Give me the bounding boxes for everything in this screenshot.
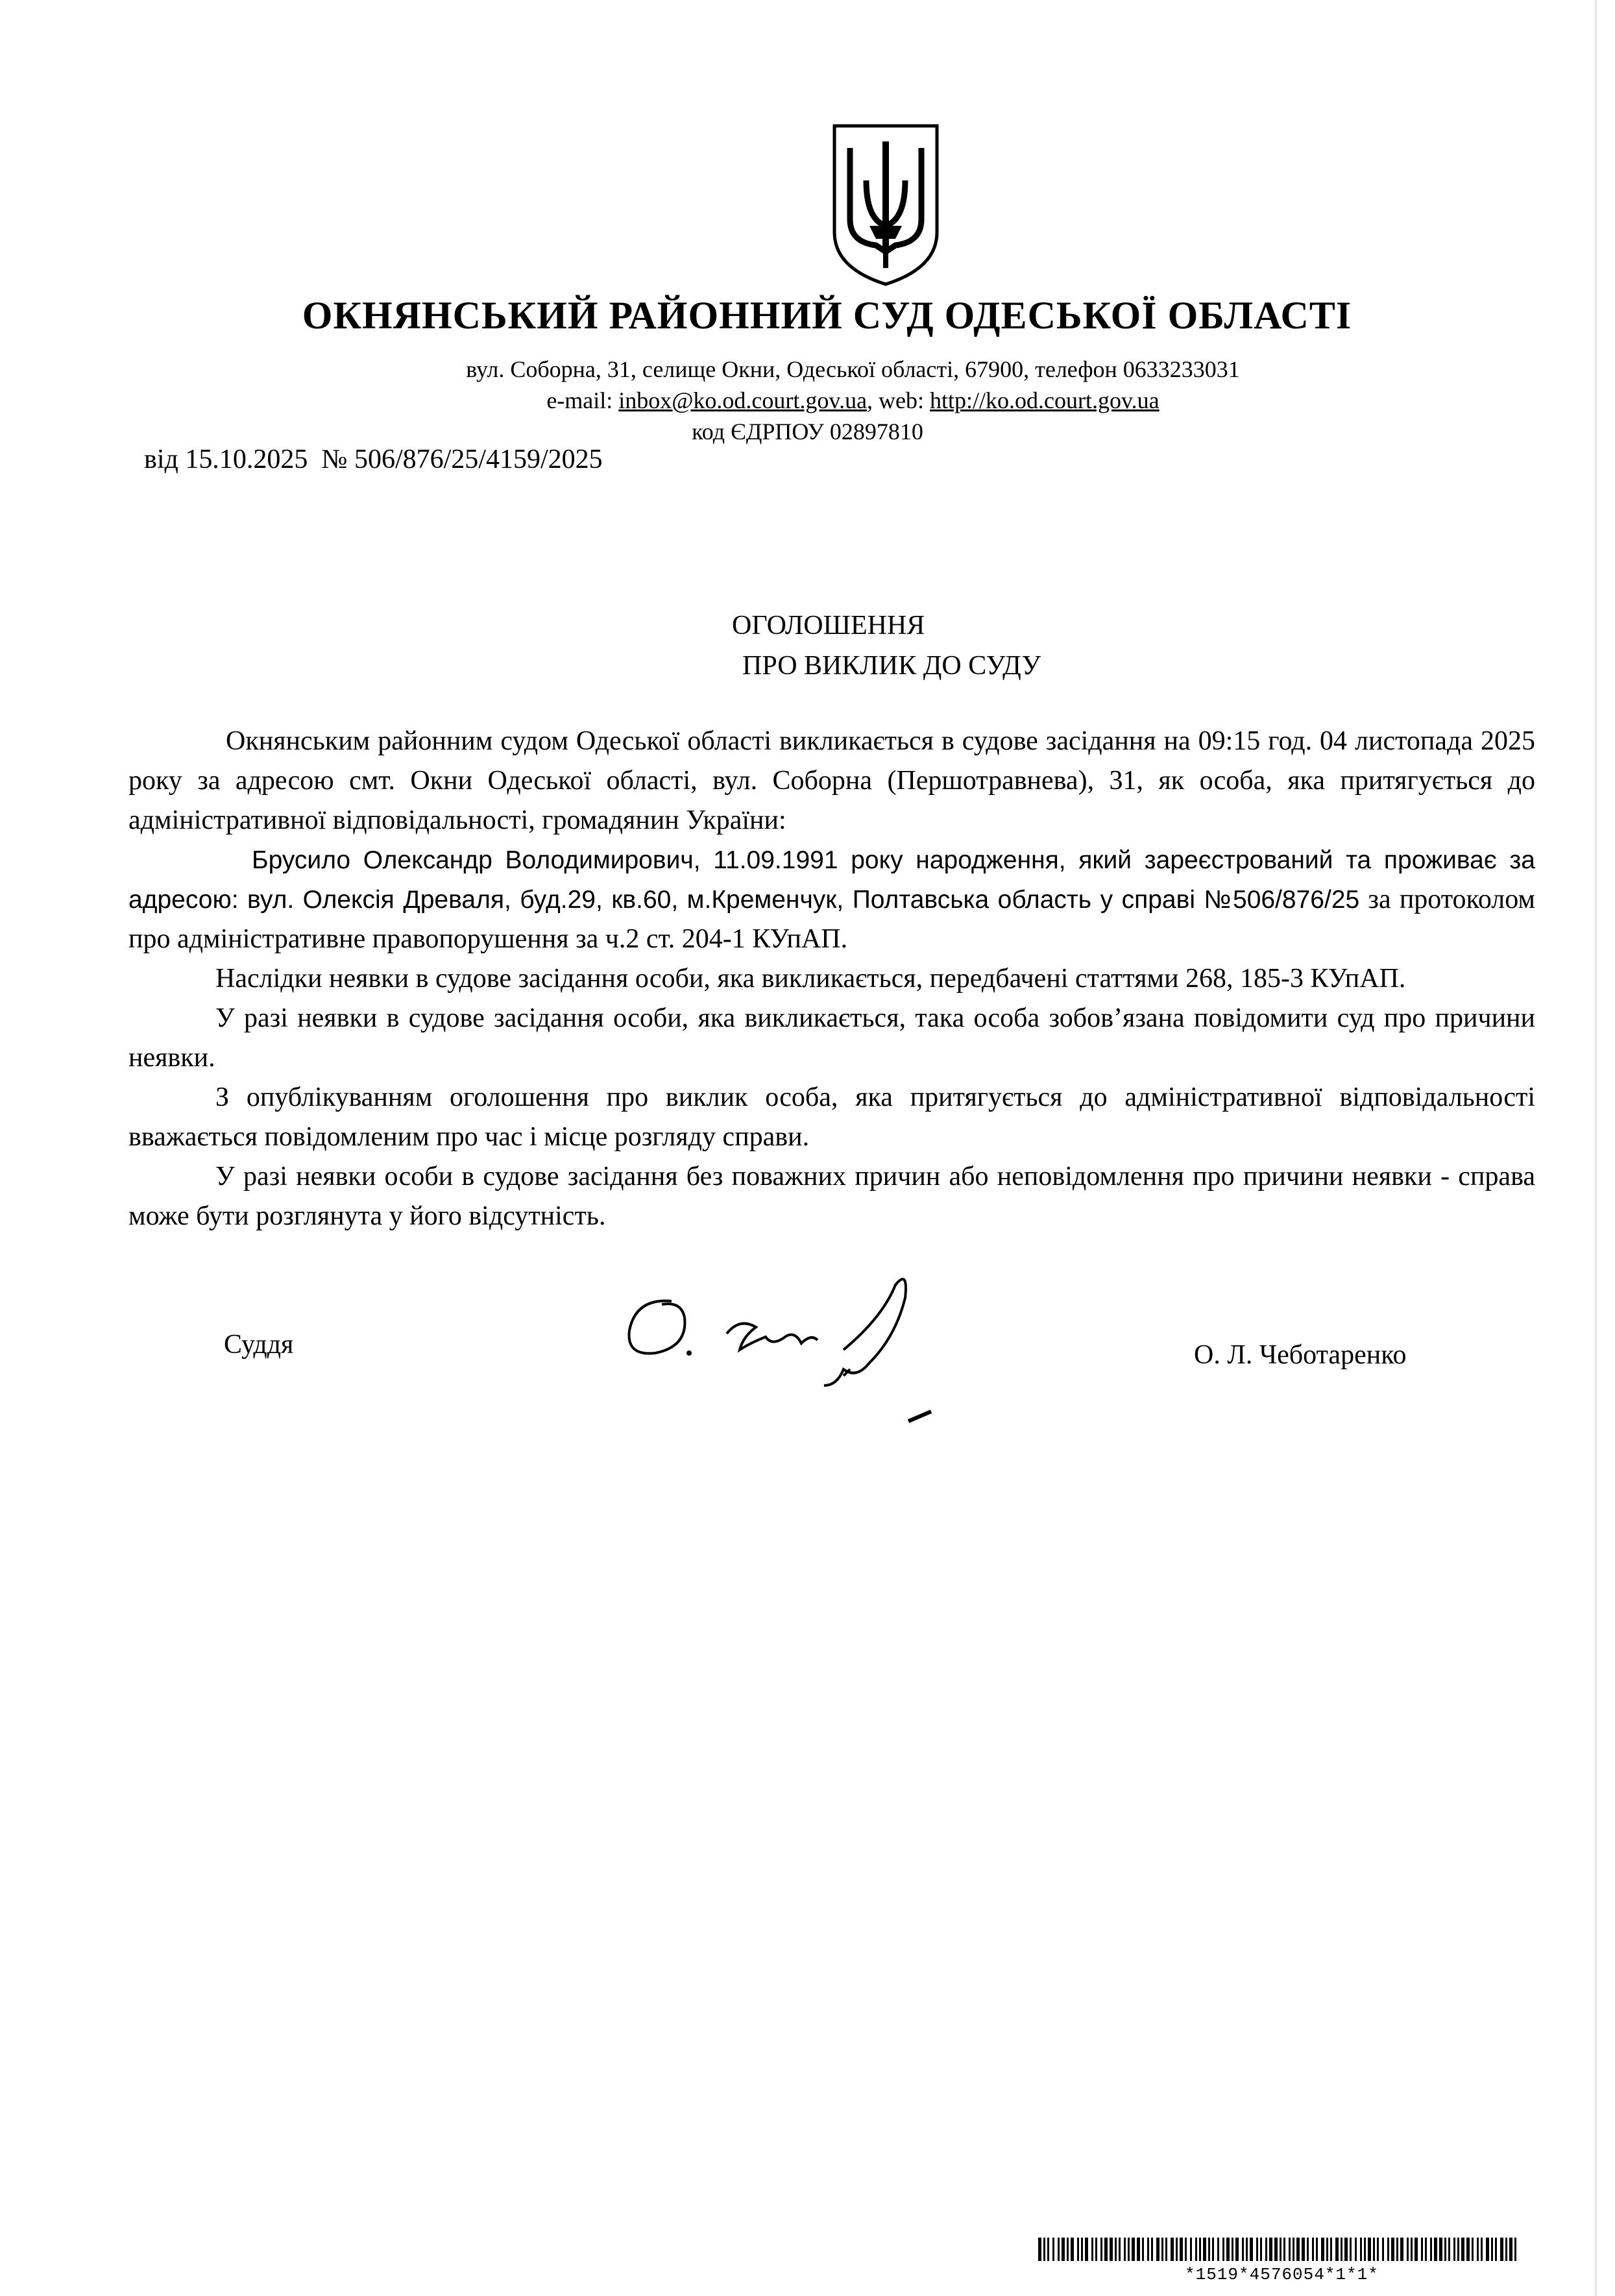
- heading-line-2: ПРО ВИКЛИК ДО СУДУ: [742, 651, 1041, 681]
- barcode-bar: [1222, 2238, 1224, 2261]
- barcode-bar: [1302, 2238, 1305, 2261]
- barcode-bar: [1171, 2238, 1174, 2261]
- barcode-bar: [1448, 2238, 1450, 2261]
- edrpou-code: код ЄДРПОУ 02897810: [692, 419, 923, 445]
- barcode-bar: [1062, 2238, 1065, 2261]
- registration-line: [144, 444, 603, 475]
- barcode-bar: [1425, 2238, 1427, 2261]
- barcode-bar: [1091, 2238, 1093, 2261]
- barcode-bar: [1453, 2238, 1455, 2261]
- barcode-bar: [1280, 2238, 1281, 2261]
- barcode-bar: [1444, 2238, 1446, 2261]
- barcode-bar: [1350, 2238, 1352, 2261]
- barcode-bar: [1274, 2238, 1278, 2261]
- barcode-bar: [1316, 2238, 1318, 2261]
- barcode-bar: [1100, 2238, 1102, 2261]
- barcode-bar: [1382, 2238, 1384, 2261]
- barcode-bar: [1246, 2238, 1248, 2261]
- barcode-bar: [1137, 2238, 1140, 2261]
- barcode-bar: [1190, 2238, 1192, 2261]
- court-contacts: [0, 387, 1615, 414]
- barcode-bar: [1341, 2238, 1342, 2261]
- barcode-bar: [1115, 2238, 1117, 2261]
- barcode-bar: [1199, 2238, 1201, 2261]
- barcode-bar: [1283, 2238, 1285, 2261]
- barcode-icon: [1038, 2238, 1518, 2261]
- paragraph-summons: Окнянським районним судом Одеської області викликається в судове засідання на 09:15 год. 04 листопада 2025 року за адресою смт. Окни Одеської області, вул. Соборна (Першотравнева), 31, як особа, яка притягується до адміністративної відповідальності, громадянин України:: [128, 726, 1535, 835]
- barcode-bar: [1514, 2238, 1516, 2261]
- barcode-bar: [1195, 2238, 1197, 2261]
- web-link[interactable]: http://ko.od.court.gov.ua: [930, 387, 1160, 413]
- barcode-bar: [1505, 2238, 1507, 2261]
- barcode-bar: [1038, 2238, 1041, 2261]
- barcode-bar: [1330, 2238, 1332, 2261]
- barcode-bar: [1335, 2238, 1339, 2261]
- barcode-bar: [1217, 2238, 1219, 2261]
- barcode-bar: [1407, 2238, 1409, 2261]
- barcode-bar: [1387, 2238, 1389, 2261]
- barcode-bar: [1269, 2238, 1272, 2261]
- announcement-body: [128, 722, 1535, 1236]
- barcode-bar: [1360, 2238, 1362, 2261]
- barcode-bar: [1250, 2238, 1253, 2261]
- paragraph-notify-duty: У разі неявки в судове засідання особи, яка викликається, така особа зобов’язана повідомити суд про причини неявки.: [128, 1003, 1535, 1073]
- barcode-bar: [1364, 2238, 1366, 2261]
- barcode-bar: [1067, 2238, 1069, 2261]
- barcode-bar: [1434, 2238, 1437, 2261]
- barcode-bar: [1368, 2238, 1371, 2261]
- barcode-bar: [1226, 2238, 1230, 2261]
- email-label: e-mail:: [546, 387, 619, 413]
- barcode-bar: [1180, 2238, 1183, 2261]
- registration-date: від 15.10.2025: [144, 445, 308, 474]
- court-name: ОКНЯНСЬКИЙ РАЙОННИЙ СУД ОДЕСЬКОЇ ОБЛАСТІ: [302, 294, 1352, 337]
- barcode-bar: [1208, 2238, 1210, 2261]
- barcode-bar: [1156, 2238, 1160, 2261]
- barcode-bar: [1312, 2238, 1314, 2261]
- barcode-bar: [1104, 2238, 1108, 2261]
- barcode-bar: [1344, 2238, 1348, 2261]
- barcode-bar: [1411, 2238, 1413, 2261]
- barcode-bar: [1296, 2238, 1300, 2261]
- barcode-bar: [1132, 2238, 1135, 2261]
- barcode-text: *1519*4576054*1*1*: [1185, 2265, 1379, 2284]
- barcode-bar: [1151, 2238, 1153, 2261]
- barcode-bar: [1260, 2238, 1262, 2261]
- barcode-bar: [1119, 2238, 1121, 2261]
- scan-edge: [1595, 0, 1597, 2296]
- barcode-bar: [1128, 2238, 1130, 2261]
- barcode-bar: [1472, 2238, 1474, 2261]
- barcode-bar: [1509, 2238, 1512, 2261]
- barcode-bar: [1212, 2238, 1214, 2261]
- barcode-bar: [1124, 2238, 1126, 2261]
- barcode-bar: [1185, 2238, 1187, 2261]
- web-label: , web:: [867, 387, 930, 413]
- barcode-bar: [1321, 2238, 1324, 2261]
- barcode-bar: [1400, 2238, 1403, 2261]
- paragraph-person: [128, 840, 1535, 959]
- barcode-bar: [1421, 2238, 1423, 2261]
- barcode-bar: [1235, 2238, 1239, 2261]
- barcode-bar: [1081, 2238, 1083, 2261]
- barcode-bar: [1147, 2238, 1149, 2261]
- barcode-bar: [1391, 2238, 1394, 2261]
- barcode-bar: [1500, 2238, 1503, 2261]
- barcode-bar: [1232, 2238, 1233, 2261]
- barcode-bar: [1052, 2238, 1054, 2261]
- barcode-bar: [1095, 2238, 1097, 2261]
- barcode-bar: [1377, 2238, 1379, 2261]
- barcode-bar: [1495, 2238, 1497, 2261]
- barcode-bar: [1047, 2238, 1049, 2261]
- barcode-bar: [1203, 2238, 1206, 2261]
- barcode-bar: [1439, 2238, 1442, 2261]
- barcode-bar: [1176, 2238, 1178, 2261]
- barcode-bar: [1110, 2238, 1113, 2261]
- barcode-bar: [1477, 2238, 1479, 2261]
- barcode-bar: [1326, 2238, 1328, 2261]
- heading-line-1: ОГОЛОШЕННЯ: [732, 611, 925, 641]
- barcode-bar: [1491, 2238, 1493, 2261]
- barcode-bar: [1293, 2238, 1294, 2261]
- paragraph-absence: У разі неявки особи в судове засідання без поважних причин або неповідомлення про причини неявки - справа може бути розглянута у його відсутність.: [128, 1162, 1535, 1231]
- barcode-bar: [1085, 2238, 1088, 2261]
- barcode-bar: [1161, 2238, 1163, 2261]
- barcode-bar: [1481, 2238, 1483, 2261]
- barcode-bar: [1466, 2238, 1470, 2261]
- email-link[interactable]: inbox@ko.od.court.gov.ua: [618, 387, 868, 413]
- barcode-bar: [1373, 2238, 1375, 2261]
- barcode-bar: [1430, 2238, 1432, 2261]
- barcode-bar: [1486, 2238, 1489, 2261]
- barcode-bar: [1355, 2238, 1357, 2261]
- barcode-bar: [1289, 2238, 1291, 2261]
- barcode-bar: [1058, 2238, 1060, 2261]
- registration-number: № 506/876/25/4159/2025: [321, 445, 603, 474]
- judge-role: Суддя: [224, 1330, 294, 1360]
- barcode-bar: [1461, 2238, 1464, 2261]
- barcode-bar: [1415, 2238, 1418, 2261]
- paragraph-publication: З опублікуванням оголошення про виклик особа, яка притягується до адміністративної відповідальності вважається повідомленим про час і місце розгляду справи.: [128, 1082, 1535, 1152]
- barcode-bar: [1071, 2238, 1074, 2261]
- paragraph-consequences: Наслідки неявки в судове засідання особи, яка викликається, передбачені статтями 268, 185-3 КУпАП.: [215, 964, 1406, 994]
- barcode-bar: [1256, 2238, 1258, 2261]
- barcode-bar: [1043, 2238, 1045, 2261]
- barcode-bar: [1396, 2238, 1398, 2261]
- handwritten-signature: [610, 1272, 973, 1441]
- person-details: Брусило Олександр Володимирович, 11.09.1991 року народження, який зареєстрований та проживає за адресою: вул. Олексія Древаля, буд.29, кв.60, м.Кременчук, Полтавська область у справі №506/876/25: [128, 846, 1535, 914]
- barcode-bar: [1142, 2238, 1144, 2261]
- judge-name: О. Л. Чеботаренко: [1194, 1340, 1407, 1370]
- barcode-bar: [1457, 2238, 1459, 2261]
- barcode-bar: [1265, 2238, 1267, 2261]
- barcode-bar: [1307, 2238, 1309, 2261]
- protocol-details: за протоколом про адміністративне правопорушення за ч.2 ст. 204-1 КУпАП.: [128, 885, 1535, 954]
- barcode-bar: [1077, 2238, 1079, 2261]
- coat-of-arms-icon: [831, 122, 941, 287]
- barcode-bar: [1165, 2238, 1167, 2261]
- barcode-bar: [1242, 2238, 1244, 2261]
- court-address: вул. Соборна, 31, селище Окни, Одеської області, 67900, телефон 0633233031: [466, 356, 1240, 382]
